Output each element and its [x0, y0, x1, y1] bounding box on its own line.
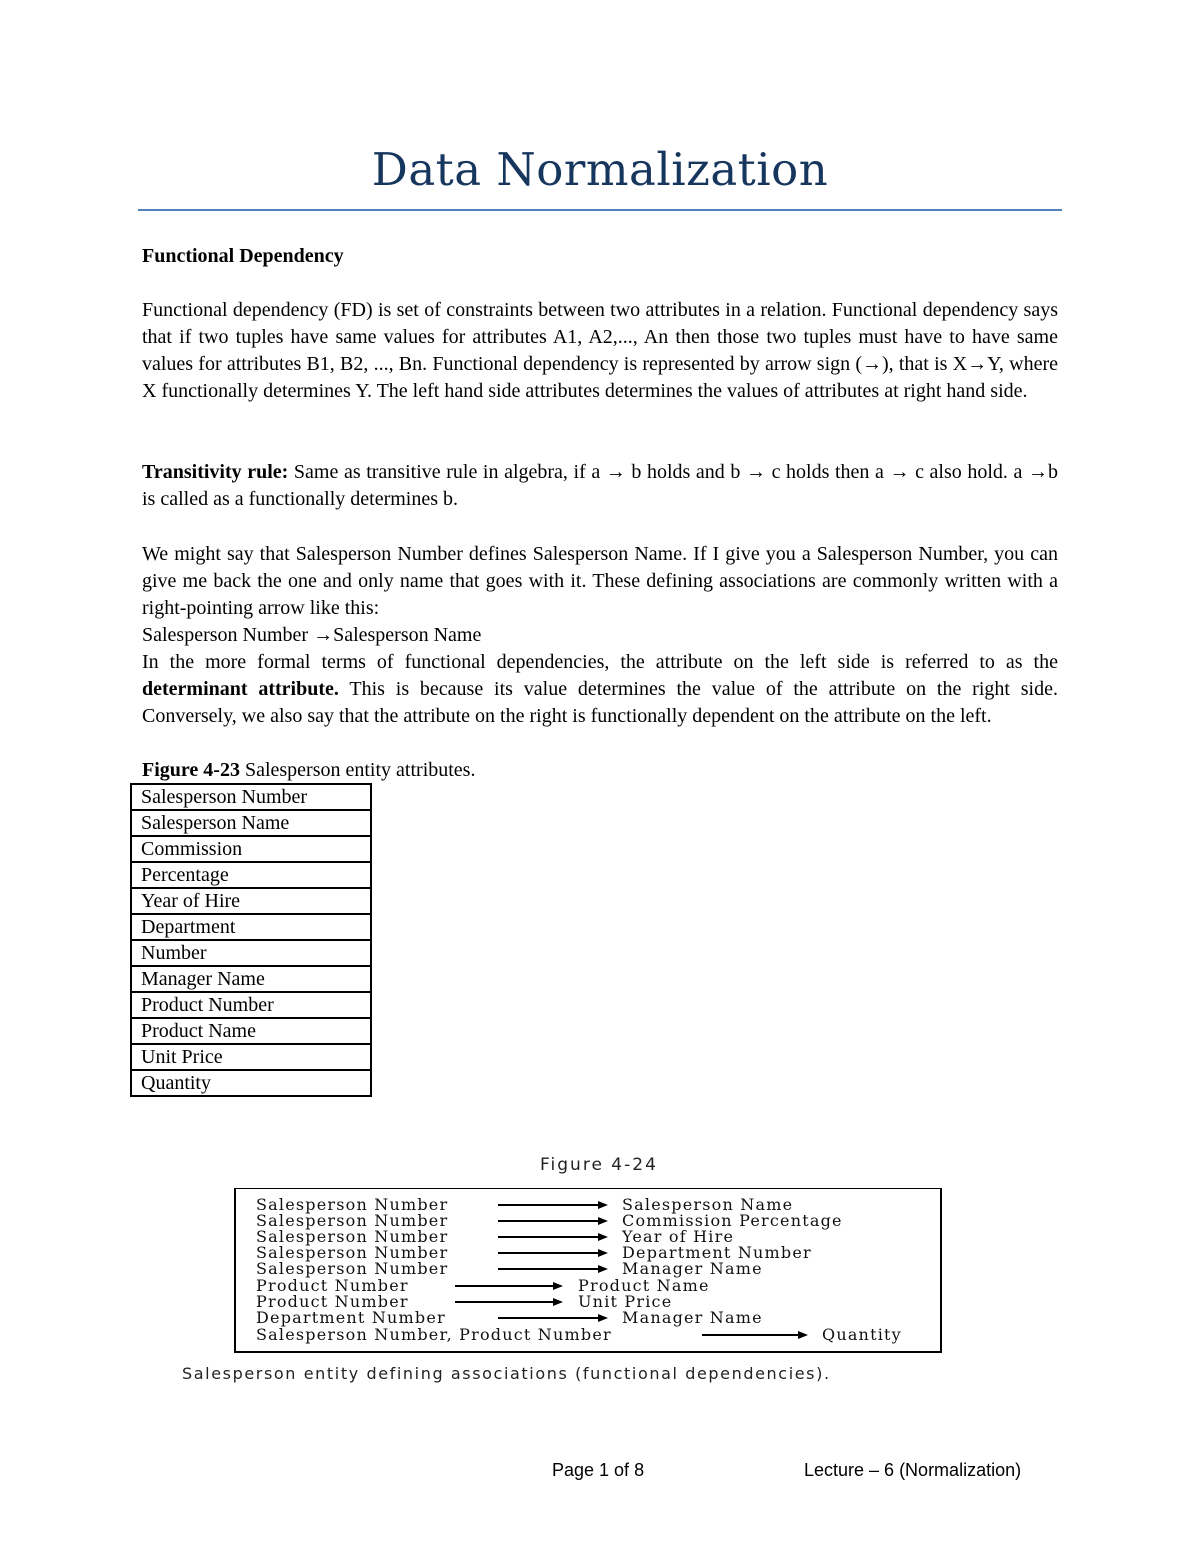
determinant-label: Salesperson Number — [256, 1195, 449, 1214]
determinant-label: Product Number — [256, 1276, 409, 1295]
attribute-row — [131, 784, 371, 810]
dependent-label: Manager Name — [622, 1308, 763, 1327]
dependency-row — [256, 1310, 936, 1326]
figure-4-23-label: Figure 4-23 — [142, 759, 240, 781]
determinant-label: Department Number — [256, 1308, 446, 1327]
figure-4-24-caption: Salesperson entity defining associations (functional dependencies). — [182, 1364, 831, 1383]
attribute-row — [131, 992, 371, 1018]
dependent-label: Commission Percentage — [622, 1211, 843, 1230]
determinant-label: Product Number — [256, 1292, 409, 1311]
determinant-paragraph — [142, 649, 1058, 730]
determinant-term: determinant attribute. — [142, 678, 339, 700]
transitivity-label: Transitivity rule: — [142, 461, 289, 483]
attribute-cell: Department — [131, 914, 371, 940]
attribute-row — [131, 914, 371, 940]
attribute-row — [131, 1018, 371, 1044]
section-heading: Functional Dependency — [142, 245, 344, 267]
determinant-label: Salesperson Number — [256, 1211, 449, 1230]
right-arrow-icon — [455, 1297, 563, 1307]
attribute-cell: Percentage — [131, 862, 371, 888]
attribute-row — [131, 862, 371, 888]
dependent-label: Department Number — [622, 1243, 812, 1262]
right-arrow-icon — [498, 1216, 608, 1226]
determinant-text-before: In the more formal terms of functional dependencies, the attribute on the left side is referred to as the — [142, 651, 1058, 673]
dependent-label: Year of Hire — [622, 1227, 735, 1246]
attributes-table — [130, 783, 372, 1097]
transitivity-paragraph — [142, 459, 1058, 513]
attribute-row — [131, 940, 371, 966]
attribute-cell: Product Name — [131, 1018, 371, 1044]
figure-4-23-caption — [142, 757, 1058, 784]
attribute-cell: Product Number — [131, 992, 371, 1018]
determinant-label: Salesperson Number — [256, 1259, 449, 1278]
dependency-row — [256, 1261, 936, 1277]
figure-4-24-title: Figure 4-24 — [540, 1155, 658, 1175]
right-arrow-icon — [498, 1248, 608, 1258]
attribute-cell: Number — [131, 940, 371, 966]
dependent-label: Salesperson Name — [622, 1195, 794, 1214]
determinant-text-after: This is because its value determines the value of the attribute on the right side. Conversely, we also say that the attribute on the right is functionally dependent on the attribute on the left. — [142, 678, 1058, 727]
dependent-label: Quantity — [822, 1325, 902, 1344]
title-underline — [138, 209, 1062, 211]
dependent-label: Product Name — [578, 1276, 710, 1295]
fd-definition-paragraph: Functional dependency (FD) is set of constraints between two attributes in a relation. Functional dependency says that if two tuples have same values for attributes A1, A2,..., An then those two tuples must have to have same values for attributes B1, B2, ..., Bn. Functional dependency is represented by arrow sign (→), that is X→Y, where X functionally determines Y. The left hand side attributes determines the values of attributes at right hand side. — [142, 299, 1058, 402]
transitivity-text: Same as transitive rule in algebra, if a → b holds and b → c holds then a → c also hold. a →b is called as a functionally determines b. — [142, 461, 1058, 510]
attribute-cell: Salesperson Number — [131, 784, 371, 810]
determinant-label: Salesperson Number — [256, 1243, 449, 1262]
right-arrow-icon — [498, 1200, 608, 1210]
right-arrow-icon — [455, 1281, 563, 1291]
attribute-cell: Salesperson Name — [131, 810, 371, 836]
attribute-row — [131, 810, 371, 836]
attribute-row — [131, 836, 371, 862]
right-arrow-icon — [702, 1330, 808, 1340]
right-arrow-icon — [498, 1264, 608, 1274]
attribute-row — [131, 888, 371, 914]
attribute-row — [131, 966, 371, 992]
attribute-cell: Year of Hire — [131, 888, 371, 914]
lecture-label: Lecture – 6 (Normalization) — [804, 1460, 1022, 1480]
determinant-label: Salesperson Number — [256, 1227, 449, 1246]
page-number: Page 1 of 8 — [552, 1460, 645, 1480]
attribute-row — [131, 1070, 371, 1096]
attribute-cell: Quantity — [131, 1070, 371, 1096]
dependent-label: Manager Name — [622, 1259, 763, 1278]
dependent-label: Unit Price — [578, 1292, 673, 1311]
example-dependency: Salesperson Number →Salesperson Name — [142, 624, 482, 646]
attribute-cell: Commission — [131, 836, 371, 862]
determinant-label: Salesperson Number, Product Number — [256, 1325, 612, 1344]
right-arrow-icon — [498, 1232, 608, 1242]
attribute-cell: Unit Price — [131, 1044, 371, 1070]
right-arrow-icon — [498, 1313, 608, 1323]
dependency-row — [256, 1327, 936, 1343]
attribute-cell: Manager Name — [131, 966, 371, 992]
attribute-row — [131, 1044, 371, 1070]
dependency-diagram — [234, 1188, 942, 1353]
page-title: Data Normalization — [371, 143, 829, 196]
salesperson-paragraph: We might say that Salesperson Number defines Salesperson Name. If I give you a Salesperson Number, you can give me back the one and only name that goes with it. These defining associations are commonly written with a right-pointing arrow like this: — [142, 543, 1058, 619]
figure-4-23-caption-text: Salesperson entity attributes. — [239, 759, 476, 781]
